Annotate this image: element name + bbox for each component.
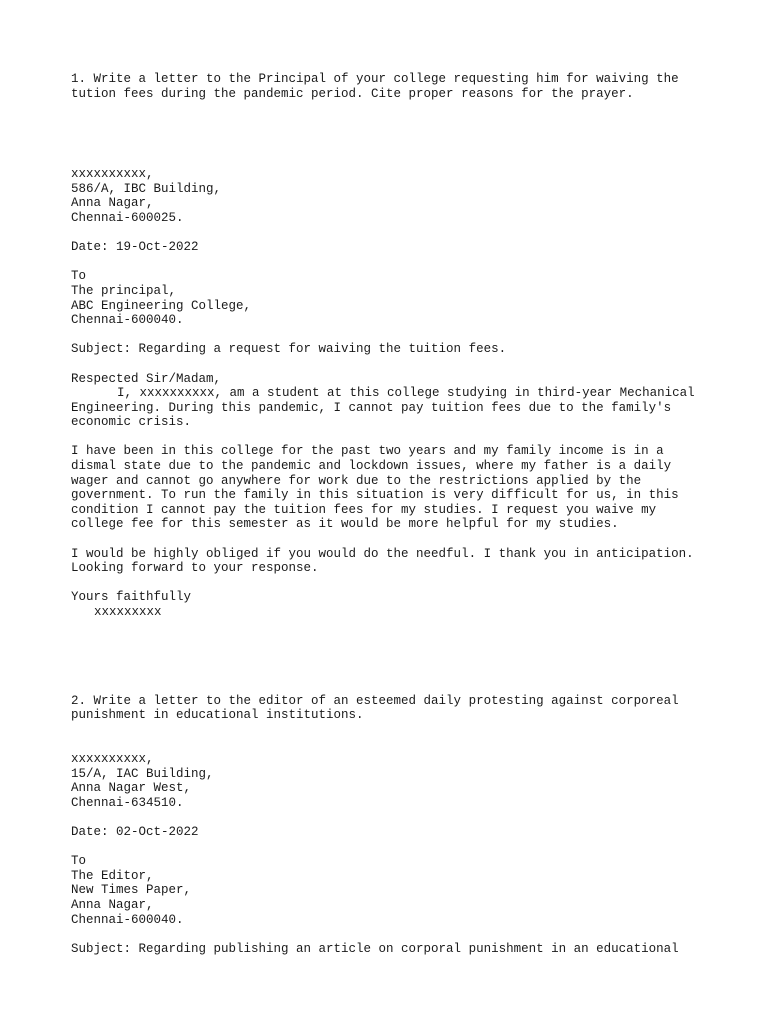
paragraph-line: condition I cannot pay the tuition fees for my studies. I request you waive my [71, 502, 657, 517]
address-line: Chennai-600025. [71, 210, 184, 225]
question-1 [71, 72, 761, 101]
receiver-address [71, 854, 761, 927]
sender-address [71, 167, 761, 225]
address-line: Chennai-600040. [71, 313, 184, 328]
address-line: Chennai-634510. [71, 795, 184, 810]
question-2 [71, 694, 761, 723]
letter-1 [71, 72, 761, 620]
paragraph-line: wager and cannot go anywhere for work due to the restrictions applied by the [71, 473, 642, 488]
paragraph-line: I, xxxxxxxxxx, am a student at this college studying in third-year Mechanical [117, 386, 695, 401]
body-paragraph-3 [71, 547, 761, 576]
question-2-line: punishment in educational institutions. [71, 708, 364, 723]
letter-subject: Subject: Regarding publishing an article on corporal punishment in an educational [71, 941, 679, 956]
question-1-line: tution fees during the pandemic period. Cite proper reasons for the prayer. [71, 86, 634, 101]
paragraph-line: I would be highly obliged if you would do the needful. I thank you in anticipation. [71, 546, 694, 561]
letter-date: Date: 19-Oct-2022 [71, 240, 199, 255]
address-line: The Editor, [71, 868, 154, 883]
address-line: To [71, 854, 87, 869]
paragraph-line: I have been in this college for the past two years and my family income is in a [71, 444, 664, 459]
paragraph-line: government. To run the family in this situation is very difficult for us, in this [71, 488, 679, 503]
letter-2 [71, 694, 761, 957]
question-2-line: 2. Write a letter to the editor of an esteemed daily protesting against corporeal [71, 693, 679, 708]
sender-address [71, 752, 761, 810]
address-line: Chennai-600040. [71, 912, 184, 927]
receiver-address [71, 269, 761, 327]
address-line: ABC Engineering College, [71, 298, 252, 313]
address-line: xxxxxxxxxx, [71, 751, 154, 766]
address-line: Anna Nagar, [71, 897, 154, 912]
paragraph-line: dismal state due to the pandemic and lockdown issues, where my father is a daily [71, 459, 672, 474]
paragraph-line: college fee for this semester as it would be more helpful for my studies. [71, 517, 619, 532]
address-line: New Times Paper, [71, 883, 192, 898]
body-paragraph-2 [71, 444, 761, 532]
address-line: Anna Nagar, [71, 196, 154, 211]
question-1-line: 1. Write a letter to the Principal of your college requesting him for waiving the [71, 72, 679, 86]
address-line: The principal, [71, 283, 177, 298]
body-paragraph-1 [71, 386, 761, 430]
paragraph-line: Looking forward to your response. [71, 561, 319, 576]
signature: xxxxxxxxx [94, 605, 162, 619]
address-line: To [71, 269, 87, 284]
letter-date: Date: 02-Oct-2022 [71, 824, 199, 839]
closing: Yours faithfully [71, 590, 192, 605]
paragraph-line: Engineering. During this pandemic, I cannot pay tuition fees due to the family's [71, 400, 672, 415]
address-line: xxxxxxxxxx, [71, 167, 154, 182]
letter-subject: Subject: Regarding a request for waiving the tuition fees. [71, 342, 507, 357]
salutation: Respected Sir/Madam, [71, 371, 222, 386]
address-line: 586/A, IBC Building, [71, 181, 222, 196]
address-line: Anna Nagar West, [71, 781, 192, 796]
document-page [71, 0, 761, 956]
paragraph-line: economic crisis. [71, 415, 192, 430]
address-line: 15/A, IAC Building, [71, 766, 214, 781]
